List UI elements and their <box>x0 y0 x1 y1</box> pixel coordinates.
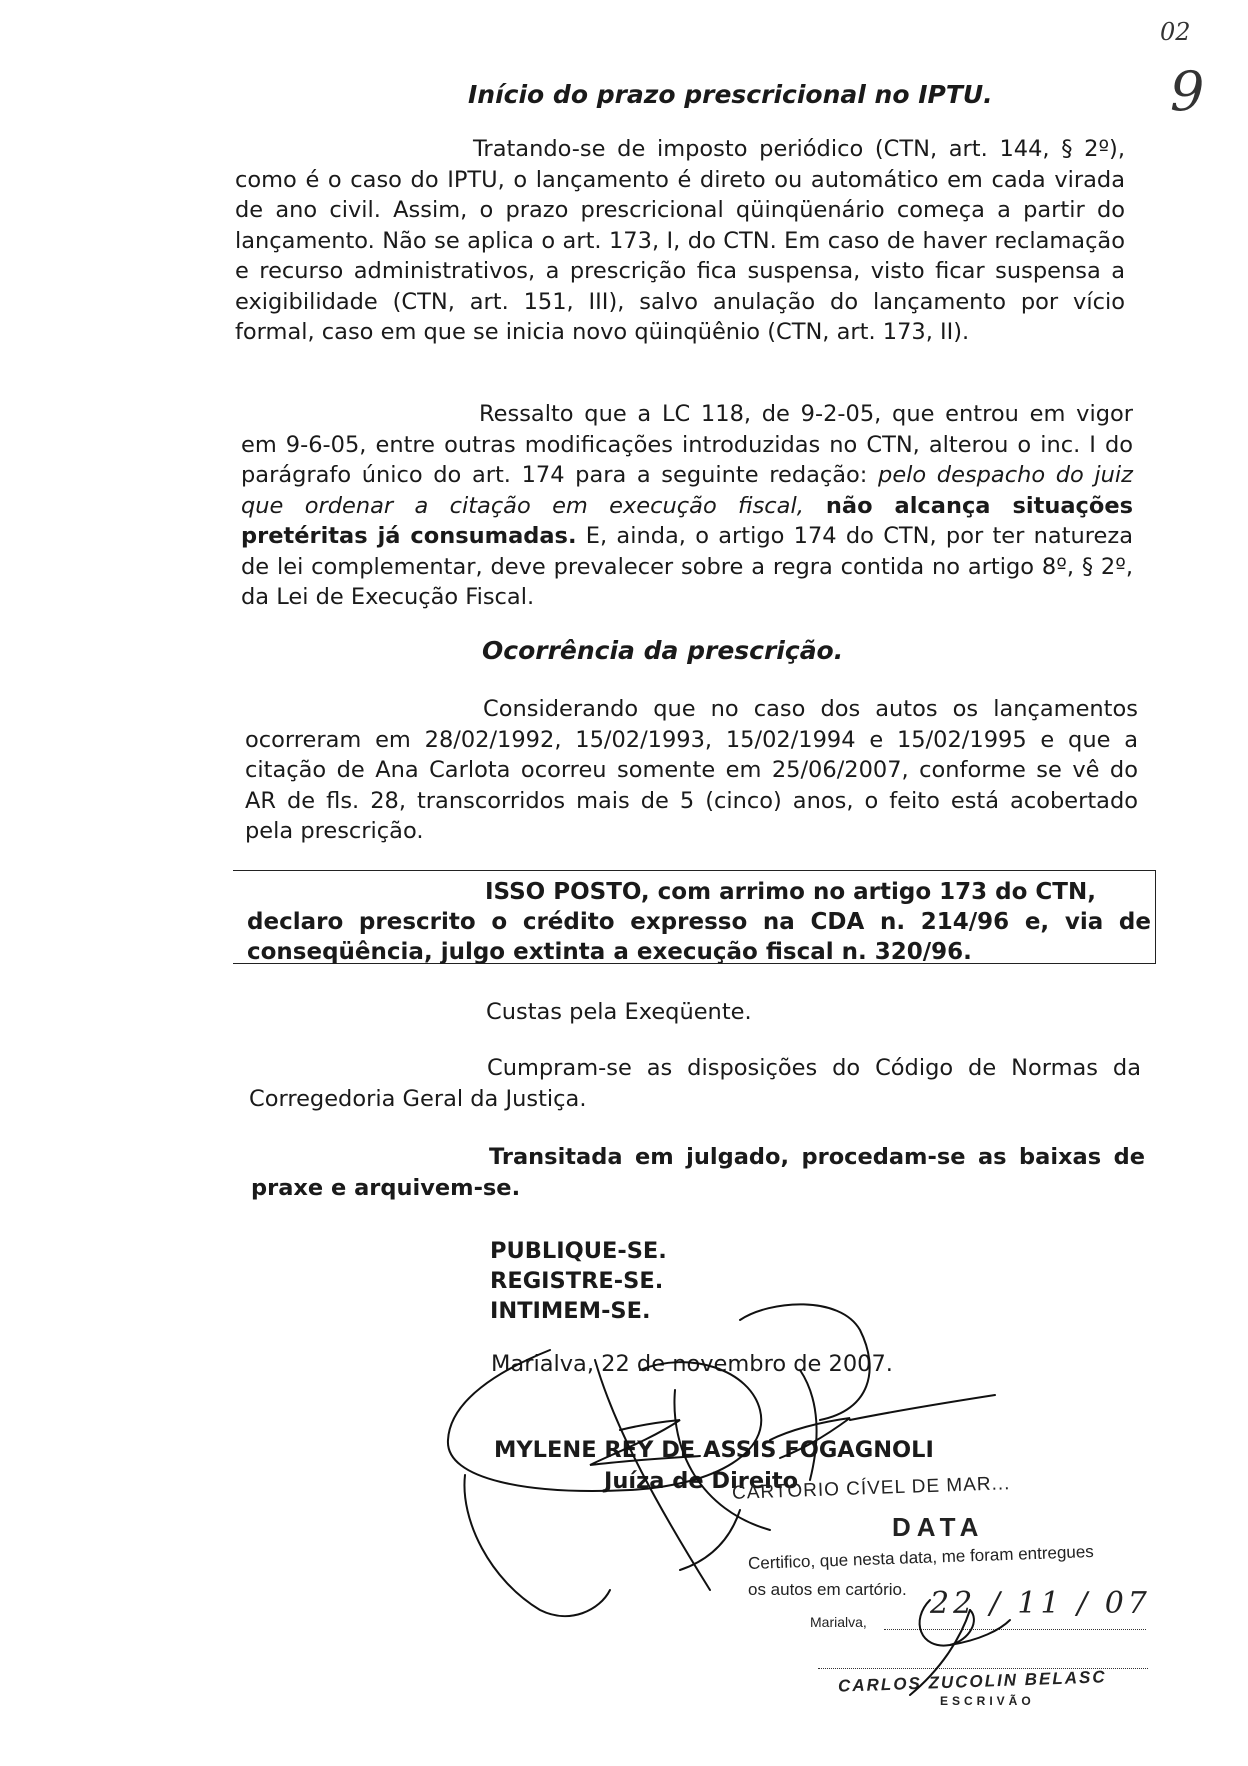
decision-line1: ISSO POSTO, com arrimo no artigo 173 do CTN, <box>485 879 1096 905</box>
judge-signature <box>440 1290 1000 1620</box>
decision-rest: declaro prescrito o crédito expresso na CDA n. 214/96 e, via de conseqüência, julgo extinta a execução fiscal n. 320/96. <box>247 909 1151 965</box>
publish-order: PUBLIQUE-SE. <box>490 1238 667 1264</box>
stamp-clerk-title: ESCRIVÃO <box>940 1694 1035 1708</box>
stamp-clerk-name: CARLOS ZUCOLIN BELASC <box>837 1667 1107 1696</box>
paragraph-lc118-text-b: E, ainda, o artigo 174 do CTN, por ter natureza de lei complementar, deve prevalecer sobre a regra contida no artigo 8º, § 2º, da Lei de Execução Fiscal. <box>241 523 1133 610</box>
stamp-office: CARTÓRIO CÍVEL DE MAR... <box>731 1473 1011 1504</box>
stamp-line1: Certifico, que nesta data, me foram entregues <box>747 1541 1095 1574</box>
stamp-line2: os autos em cartório. <box>748 1580 907 1599</box>
stamp-heading: DATA <box>892 1512 985 1542</box>
place-date: Marialva, 22 de novembro de 2007. <box>491 1351 893 1377</box>
paragraph-lc118 <box>241 399 1133 613</box>
transit-paragraph: Transitada em julgado, procedam-se as baixas de praxe e arquivem-se. <box>251 1144 1145 1201</box>
section-title-prescription: Ocorrência da prescrição. <box>482 636 844 665</box>
stamp-handwritten-date: 22 / 11 / 07 <box>930 1586 1151 1621</box>
paragraph-periodic-tax: Tratando-se de imposto periódico (CTN, art. 144, § 2º), como é o caso do IPTU, o lançamento é direto ou automático em cada virada de ano civil. Assim, o prazo prescricional qüinqüenário começa a partir do lançamento. Não se aplica o art. 173, I, do CTN. Em caso de haver reclamação e recurso administrativos, a prescrição fica suspensa, visto ficar suspensa a exigibilidade (CTN, art. 151, III), salvo anulação do lançamento por vício formal, caso em que se inicia novo qüinqüênio (CTN, art. 173, II). <box>235 136 1125 345</box>
register-order: REGISTRE-SE. <box>490 1268 664 1294</box>
paragraph-lc118-text-a: Ressalto que a LC 118, de 9-2-05, que entrou em vigor em 9-6-05, entre outras modificações introduzidas no CTN, alterou o inc. I do parágrafo único do art. 174 para a seguinte redação: <box>241 401 1133 488</box>
judge-name: MYLENE REY DE ASSIS FOGAGNOLI <box>494 1437 934 1463</box>
judge-title: Juíza de Direito <box>604 1468 799 1494</box>
costs-line: Custas pela Exeqüente. <box>486 999 752 1025</box>
decision-text <box>247 877 1151 967</box>
stamp-city: Marialva, <box>810 1614 867 1630</box>
paragraph-dates: Considerando que no caso dos autos os lançamentos ocorreram em 28/02/1992, 15/02/1993, 15/02/1994 e 15/02/1995 e que a citação de Ana Carlota ocorreu somente em 25/06/2007, conforme se vê do AR de fls. 28, transcorridos mais de 5 (cinco) anos, o feito está acobertado pela prescrição. <box>245 696 1138 844</box>
provisions-paragraph: Cumpram-se as disposições do Código de Normas da Corregedoria Geral da Justiça. <box>249 1055 1141 1112</box>
notify-order: INTIMEM-SE. <box>490 1298 651 1324</box>
clerk-signature <box>900 1590 1020 1700</box>
decision-box <box>233 870 1156 964</box>
paragraph-lc118-italic: pelo despacho do juiz que ordenar a citação em execução fiscal, <box>241 462 1133 519</box>
paragraph-lc118-bold: não alcança situações pretéritas já consumadas. <box>241 492 1133 549</box>
page-number-handwritten: 02 <box>1160 18 1191 46</box>
section-title-iptu: Início do prazo prescricional no IPTU. <box>468 80 993 109</box>
page-mark-handwritten: 9 <box>1170 60 1205 123</box>
